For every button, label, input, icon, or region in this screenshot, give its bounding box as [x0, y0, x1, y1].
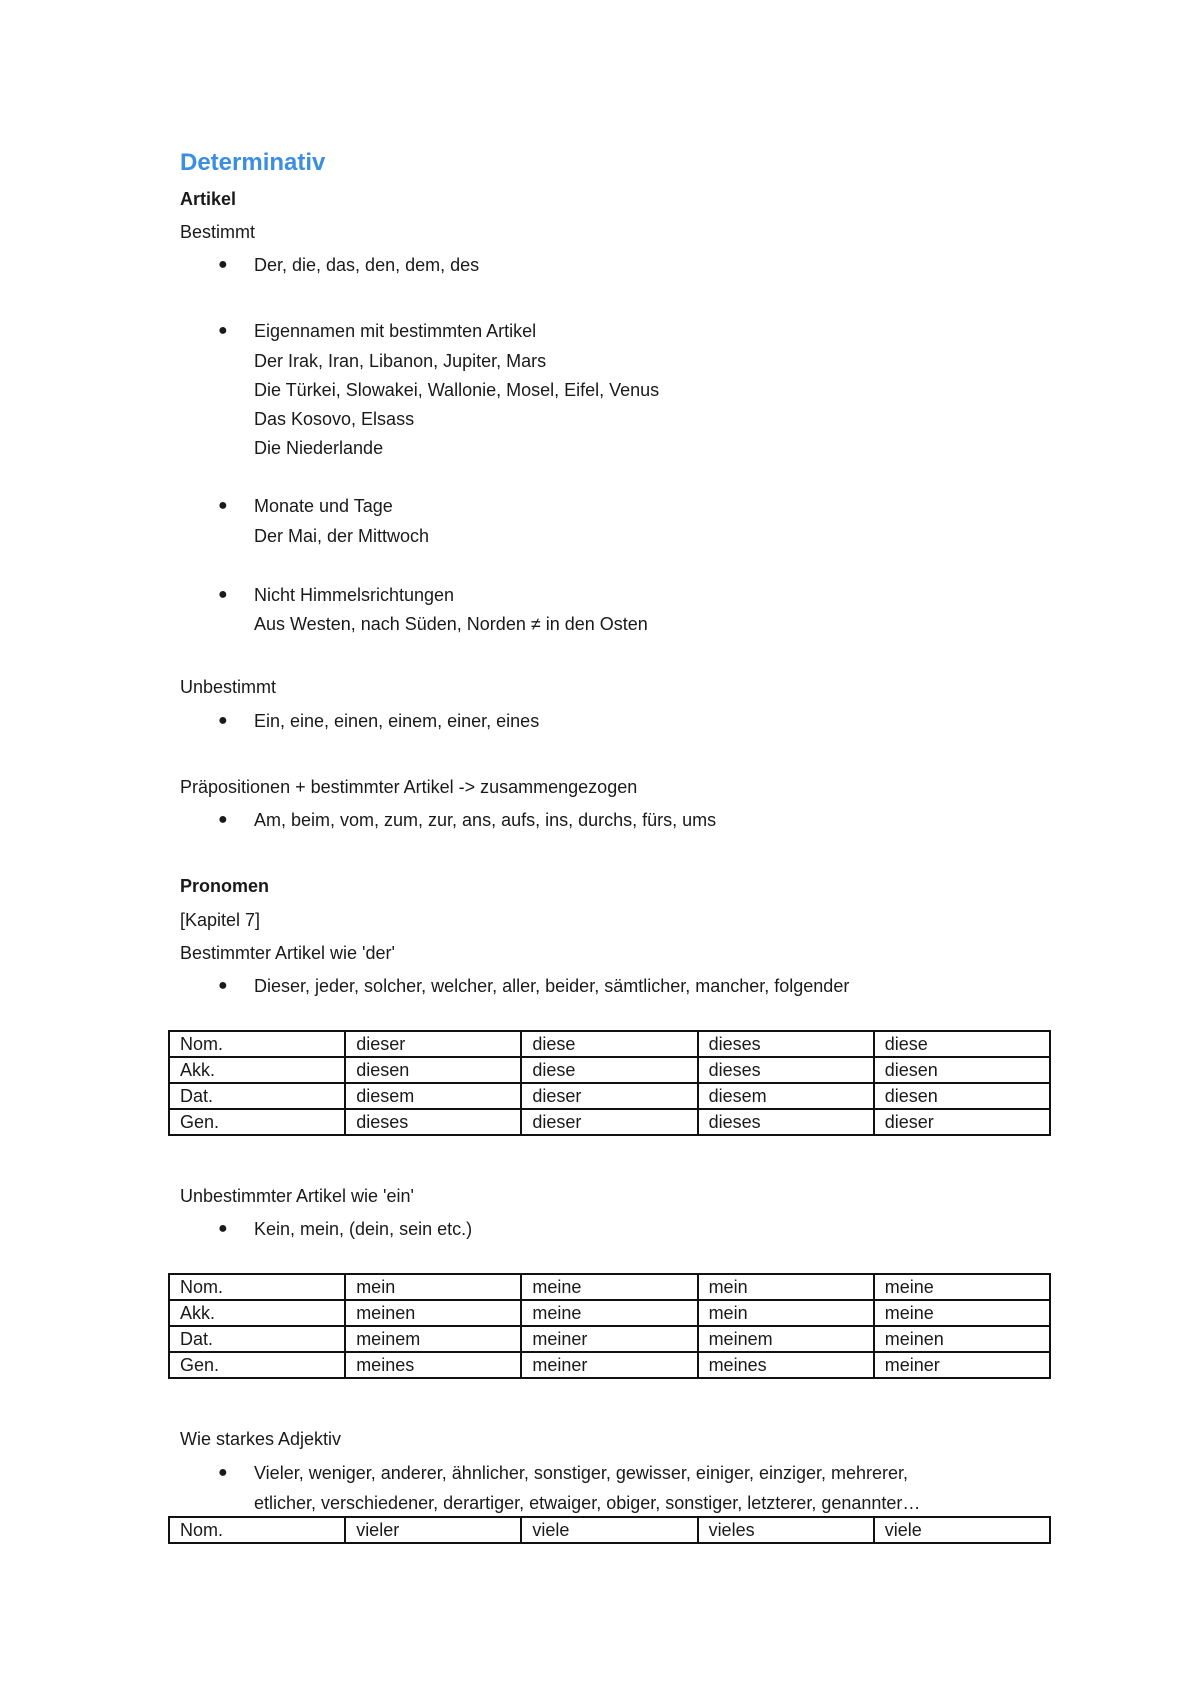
table-cell: meine	[874, 1274, 1050, 1300]
table-row	[169, 1109, 1050, 1135]
section-heading-pronomen: Pronomen	[180, 876, 270, 896]
subheading-bestimmt: Bestimmt	[180, 222, 256, 242]
table-cell-case: Akk.	[169, 1300, 345, 1326]
table-cell-case: Gen.	[169, 1352, 345, 1378]
list-item: Nicht Himmelsrichtungen	[254, 585, 455, 605]
table-cell: dieses	[698, 1109, 874, 1135]
table-cell: dieses	[698, 1057, 874, 1083]
table-cell: dieses	[345, 1109, 521, 1135]
list-item: Der, die, das, den, dem, des	[254, 255, 480, 275]
table-cell: meine	[874, 1300, 1050, 1326]
table-cell: meiner	[521, 1352, 697, 1378]
bullet-dot-icon: ●	[218, 497, 228, 514]
table-cell: viele	[521, 1517, 697, 1543]
bullet-dot-icon: ●	[218, 811, 228, 828]
table-cell: meinen	[874, 1326, 1050, 1352]
table-cell: diesen	[345, 1057, 521, 1083]
list-item: Eigennamen mit bestimmten Artikel	[254, 321, 537, 341]
table-cell: dieser	[521, 1083, 697, 1109]
table-cell: meiner	[874, 1352, 1050, 1378]
table-row	[169, 1326, 1050, 1352]
table-row	[169, 1083, 1050, 1109]
subheading-unbestimmt: Unbestimmt	[180, 677, 277, 697]
table-cell: diese	[521, 1057, 697, 1083]
table-cell: vieles	[698, 1517, 874, 1543]
subheading-wie-der: Bestimmter Artikel wie 'der'	[180, 943, 395, 963]
page-title: Determinativ	[180, 149, 326, 176]
table-cell-case: Nom.	[169, 1031, 345, 1057]
table-cell: meinem	[345, 1326, 521, 1352]
list-item-line: Das Kosovo, Elsass	[254, 409, 415, 429]
table-cell: meines	[698, 1352, 874, 1378]
table-row	[169, 1352, 1050, 1378]
bullet-dot-icon: ●	[218, 586, 228, 603]
table-cell: vieler	[345, 1517, 521, 1543]
subheading-wie-adjektiv: Wie starkes Adjektiv	[180, 1429, 342, 1449]
list-item-line: Aus Westen, nach Süden, Norden ≠ in den Osten	[254, 614, 648, 634]
table-cell: diesem	[698, 1083, 874, 1109]
table-row	[169, 1517, 1050, 1543]
list-item: Vieler, weniger, anderer, ähnlicher, sonstiger, gewisser, einiger, einziger, mehrerer,	[254, 1463, 909, 1483]
list-item: Kein, mein, (dein, sein etc.)	[254, 1219, 473, 1239]
table-cell: mein	[698, 1274, 874, 1300]
list-item-line: Der Mai, der Mittwoch	[254, 526, 430, 546]
table-cell-case: Nom.	[169, 1274, 345, 1300]
table-row	[169, 1031, 1050, 1057]
bullet-dot-icon: ●	[218, 712, 228, 729]
table-cell: meines	[345, 1352, 521, 1378]
table-cell: dieser	[874, 1109, 1050, 1135]
list-item-line: etlicher, verschiedener, derartiger, etwaiger, obiger, sonstiger, letzterer, genannter…	[254, 1493, 921, 1513]
table-cell: dieser	[521, 1109, 697, 1135]
declension-table-dieser	[168, 1030, 1051, 1136]
subheading-wie-ein: Unbestimmter Artikel wie 'ein'	[180, 1186, 414, 1206]
section-heading-artikel: Artikel	[180, 189, 237, 209]
table-cell: dieses	[698, 1031, 874, 1057]
table-cell-case: Dat.	[169, 1083, 345, 1109]
declension-table-mein	[168, 1273, 1051, 1379]
table-row	[169, 1300, 1050, 1326]
table-cell: diesen	[874, 1057, 1050, 1083]
table-cell: dieser	[345, 1031, 521, 1057]
table-cell: diesem	[345, 1083, 521, 1109]
table-cell: mein	[698, 1300, 874, 1326]
table-cell: meine	[521, 1274, 697, 1300]
subheading-praepositionen: Präpositionen + bestimmter Artikel -> zusammengezogen	[180, 777, 638, 797]
table-cell: diese	[874, 1031, 1050, 1057]
bullet-dot-icon: ●	[218, 256, 228, 273]
table-cell-case: Akk.	[169, 1057, 345, 1083]
list-item: Dieser, jeder, solcher, welcher, aller, beider, sämtlicher, mancher, folgender	[254, 976, 850, 996]
bullet-dot-icon: ●	[218, 322, 228, 339]
table-cell-case: Gen.	[169, 1109, 345, 1135]
chapter-reference: [Kapitel 7]	[180, 910, 261, 930]
list-item-line: Die Niederlande	[254, 438, 384, 458]
list-item-line: Der Irak, Iran, Libanon, Jupiter, Mars	[254, 351, 547, 371]
bullet-dot-icon: ●	[218, 1220, 228, 1237]
list-item-line: Die Türkei, Slowakei, Wallonie, Mosel, Eifel, Venus	[254, 380, 660, 400]
declension-table-vieler	[168, 1516, 1051, 1544]
table-cell: diesen	[874, 1083, 1050, 1109]
list-item: Ein, eine, einen, einem, einer, eines	[254, 711, 540, 731]
table-row	[169, 1274, 1050, 1300]
table-cell: meine	[521, 1300, 697, 1326]
table-cell: meinen	[345, 1300, 521, 1326]
bullet-dot-icon: ●	[218, 1464, 228, 1481]
table-cell: diese	[521, 1031, 697, 1057]
table-cell: mein	[345, 1274, 521, 1300]
bullet-dot-icon: ●	[218, 977, 228, 994]
list-item: Monate und Tage	[254, 496, 393, 516]
table-cell: meinem	[698, 1326, 874, 1352]
table-cell-case: Dat.	[169, 1326, 345, 1352]
table-row	[169, 1057, 1050, 1083]
table-cell: viele	[874, 1517, 1050, 1543]
table-cell: meiner	[521, 1326, 697, 1352]
table-cell-case: Nom.	[169, 1517, 345, 1543]
list-item: Am, beim, vom, zum, zur, ans, aufs, ins, durchs, fürs, ums	[254, 810, 717, 830]
